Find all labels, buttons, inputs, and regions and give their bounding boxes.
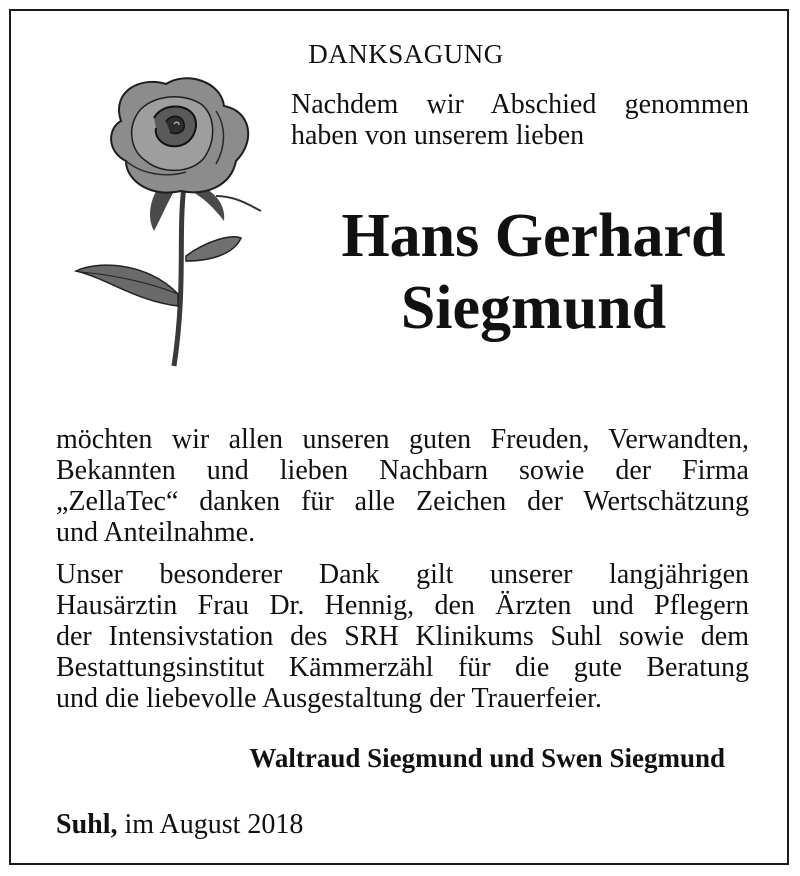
place-date [56,809,303,841]
place-date-text: im August 2018 [124,809,304,840]
intro-line: haben von unserem lieben [291,120,585,151]
place-city: Suhl, [56,809,118,840]
paragraph-special-thanks [56,559,749,714]
paragraph-line: Hausärztin Frau Dr. Hennig, den Ärzten und Pflegern [56,590,749,621]
deceased-name-first: Hans Gerhard [341,202,726,270]
paragraph-line: und Anteilnahme. [56,517,256,548]
deceased-name-last: Siegmund [400,274,667,342]
paragraph-line: und die liebevolle Ausgestaltung der Trauerfeier. [56,683,602,714]
intro-line: Nachdem wir Abschied genommen [291,89,749,120]
paragraph-line: möchten wir allen unseren guten Freuden, Verwandten, [56,424,749,455]
signature: Waltraud Siegmund und Swen Siegmund [249,743,725,773]
obituary-card [9,9,789,865]
paragraph-line: „ZellaTec“ danken für alle Zeichen der Wertschätzung [56,486,749,517]
paragraph-line: der Intensivstation des SRH Klinikums Suhl sowie dem [56,621,749,652]
heading: DANKSAGUNG [308,39,504,69]
rose-icon [66,66,266,376]
intro-text [291,89,749,151]
paragraph-line: Bestattungsinstitut Kämmerzähl für die gute Beratung [56,652,749,683]
paragraph-line: Bekannten und lieben Nachbarn sowie der Firma [56,455,749,486]
paragraph-thanks [56,424,749,548]
paragraph-line: Unser besonderer Dank gilt unserer langjährigen [56,559,749,590]
